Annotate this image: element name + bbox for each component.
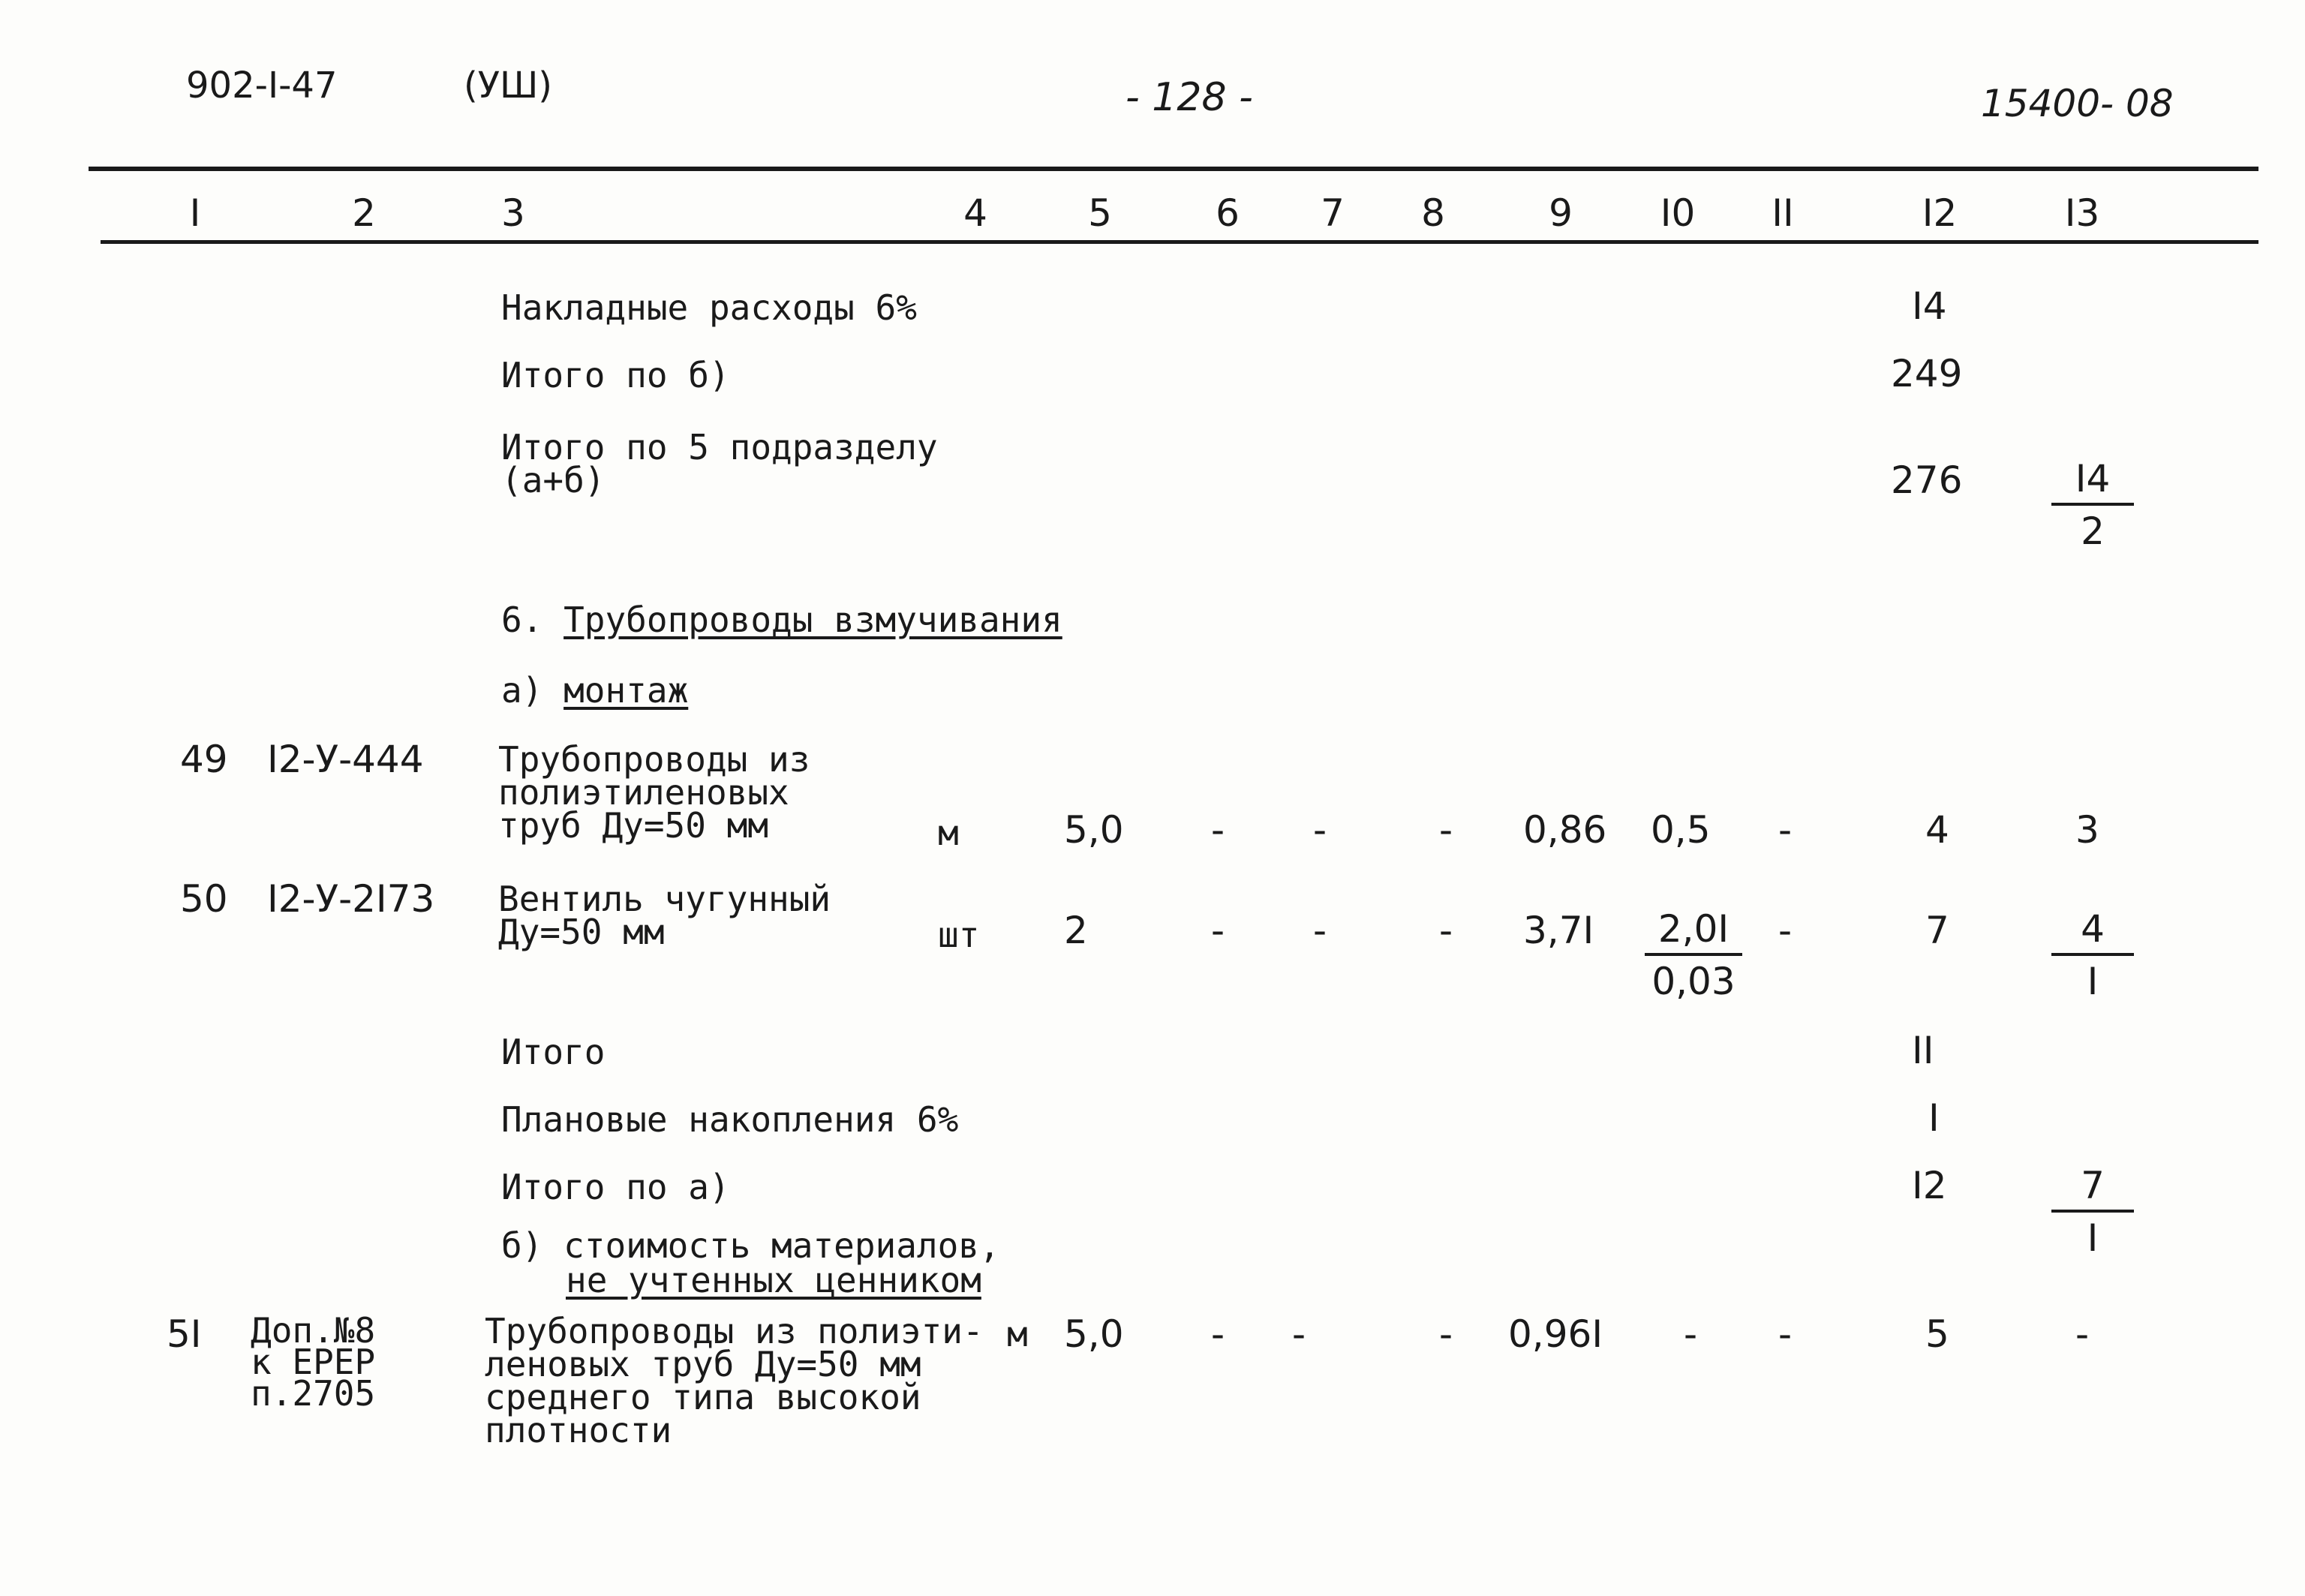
row-col8: - [1439,909,1453,952]
row-description-line1: Трубопроводы из [498,739,810,780]
column-header-4: 4 [963,191,987,235]
row-quantity: 5,0 [1064,1312,1124,1356]
column-header-1: I [189,191,201,235]
fraction-numerator: 2,0I [1645,908,1742,956]
row-number: 5I [167,1312,202,1356]
row-unit: шт [938,915,980,955]
overhead-total: I4 [1912,284,1947,328]
row-col10: - [1684,1312,1698,1356]
header-bottom-rule [101,240,2258,244]
column-header-3: 3 [501,191,525,235]
column-header-10: I0 [1660,191,1696,235]
row-col6: - [1211,909,1225,952]
planned-savings-value: I [1928,1096,1940,1140]
row-code-line1: Доп.№8 [251,1310,376,1351]
column-header-5: 5 [1088,191,1112,235]
section6b-title-line2: не учтенных ценником [566,1260,981,1300]
subsection5-total: 276 [1891,458,1963,502]
row-col11: - [1778,1312,1793,1356]
row-code-line2: к ЕРЕР [251,1342,376,1382]
sheet-code: 15400- 08 [1981,82,2174,125]
subsection5-label-line1: Итого по 5 подразделу [501,427,938,467]
fraction-denominator: 2 [2081,509,2105,553]
row-col7: - [1313,808,1327,852]
row-col9: 0,86 [1523,808,1607,852]
section6a-prefix: а) [501,670,543,711]
row-col13: 3 [2075,808,2099,852]
row-col8: - [1439,808,1453,852]
total-label: Итого [501,1032,606,1072]
row-col11: - [1778,808,1793,852]
subsection5-label-line2: (а+б) [501,460,606,500]
row-col13: - [2075,1312,2090,1356]
fraction-numerator: 7 [2051,1165,2134,1213]
subtotal-a-col13-fraction [2051,1165,2134,1259]
document-section: (УШ) [464,65,553,107]
column-header-8: 8 [1421,191,1445,235]
overhead-label: Накладные расходы 6% [501,287,917,328]
total-value: II [1912,1029,1934,1072]
row-col10: 0,5 [1651,808,1711,852]
row-description-line3: труб Ду=50 мм [498,805,769,846]
page-number: - 128 - [1125,75,1253,120]
row-description-line2: Ду=50 мм [498,912,665,952]
row-quantity: 5,0 [1064,808,1124,852]
fraction-denominator: I [2087,1216,2099,1260]
planned-savings-label: Плановые накопления 6% [501,1099,959,1140]
row-col8: - [1439,1312,1453,1356]
row-quantity: 2 [1064,909,1088,952]
row-unit: м [1007,1314,1028,1354]
section6a-heading [501,671,688,710]
fraction-numerator: I4 [2051,458,2134,506]
row-description-line2: леновых труб Ду=50 мм [485,1344,921,1384]
row-col7: - [1292,1312,1306,1356]
row-description-line4: плотности [485,1410,672,1450]
row-description-line2: полиэтиленовых [498,772,789,813]
row-number: 50 [180,877,228,921]
subtotal-a-value: I2 [1912,1164,1947,1207]
fraction-denominator: I [2087,960,2099,1003]
row-col11: - [1778,909,1793,952]
section6-title: Трубопроводы взмучивания [563,600,1062,640]
row-code: I2-У-444 [267,738,424,781]
column-header-11: II [1772,191,1794,235]
document-code: 902-I-47 [186,65,338,107]
subsection5-col13-fraction [2051,458,2134,552]
row-code-line3: п.2705 [251,1373,376,1414]
fraction-numerator: 4 [2051,908,2134,956]
row-unit: м [938,813,959,853]
subtotal-b-total: 249 [1891,352,1963,395]
row-col12: 4 [1925,808,1949,852]
row-col12: 7 [1925,909,1949,952]
section6-heading [501,600,1062,639]
row-number: 49 [180,738,228,781]
row-code: I2-У-2I73 [267,877,435,921]
subtotal-b-label: Итого по б) [501,355,730,395]
row-description-line1: Вентиль чугунный [498,879,831,919]
row-col10-fraction [1645,908,1742,1002]
row-col12: 5 [1925,1312,1949,1356]
row-col9: 0,96I [1508,1312,1603,1356]
top-rule [89,167,2258,171]
section6-number: 6. [501,600,543,640]
column-header-7: 7 [1321,191,1345,235]
fraction-denominator: 0,03 [1651,960,1736,1003]
row-description-line1: Трубопроводы из полиэти- [485,1311,984,1351]
row-description-line3: среднего типа высокой [485,1377,921,1417]
section6a-title: монтаж [563,670,689,711]
row-col13-fraction [2051,908,2134,1002]
row-col6: - [1211,1312,1225,1356]
section6b-prefix: б) [501,1225,543,1266]
section6b-title-line1: стоимость материалов, [563,1225,1000,1266]
row-col7: - [1313,909,1327,952]
row-col6: - [1211,808,1225,852]
subtotal-a-label: Итого по а) [501,1167,730,1207]
column-header-2: 2 [352,191,376,235]
row-col9: 3,7I [1523,909,1594,952]
column-header-6: 6 [1216,191,1240,235]
column-header-9: 9 [1549,191,1573,235]
column-header-12: I2 [1922,191,1958,235]
column-header-13: I3 [2064,191,2100,235]
